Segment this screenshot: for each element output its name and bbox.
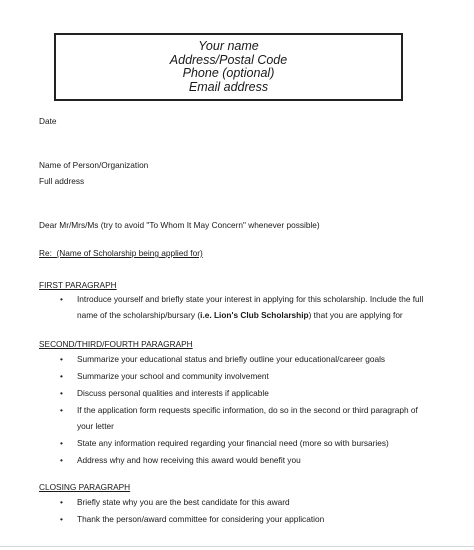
date-line: Date <box>39 116 57 126</box>
second-paragraph-heading: SECOND/THIRD/FOURTH PARAGRAPH <box>39 339 193 349</box>
closing-paragraph-heading: CLOSING PARAGRAPH <box>39 482 131 492</box>
bullet-icon: • <box>60 405 63 415</box>
bullet-icon: • <box>60 497 63 507</box>
recipient-name: Name of Person/Organization <box>39 160 149 170</box>
list-item: Summarize your educational status and briefly outline your educational/career goals <box>77 354 386 364</box>
bullet-icon: • <box>60 354 63 364</box>
first-paragraph-heading: FIRST PARAGRAPH <box>39 280 117 290</box>
sender-phone: Phone (optional) <box>182 66 275 80</box>
bullet-icon: • <box>60 371 63 381</box>
re-text: (Name of Scholarship being applied for) <box>56 248 203 258</box>
list-item: Address why and how receiving this award would benefit you <box>77 455 301 465</box>
bullet-icon: • <box>60 438 63 448</box>
list-item: Thank the person/award committee for considering your application <box>77 514 325 524</box>
list-item: Briefly state why you are the best candidate for this award <box>77 497 290 507</box>
list-item: Summarize your school and community involvement <box>77 371 269 381</box>
re-label: Re: <box>39 248 52 258</box>
list-item: If the application form requests specific information, do so in the second or third paragraph of <box>77 405 418 415</box>
sender-info-box <box>54 33 403 101</box>
bullet-icon: • <box>60 455 63 465</box>
first-bullet-line1: Introduce yourself and briefly state your interest in applying for this scholarship. Include the full <box>77 294 424 304</box>
first-bullet-line2 <box>77 307 403 323</box>
first-bullet-line2-pre: name of the scholarship/bursary ( <box>77 310 201 320</box>
first-bullet-line2-post: ) that you are applying for <box>308 310 403 320</box>
list-item: Discuss personal qualities and interests if applicable <box>77 388 269 398</box>
scholarship-example: i.e. Lion's Club Scholarship <box>200 310 309 320</box>
bullet-icon: • <box>60 388 63 398</box>
recipient-address: Full address <box>39 176 85 186</box>
list-item: State any information required regarding your financial need (more so with bursaries) <box>77 438 389 448</box>
salutation: Dear Mr/Mrs/Ms (try to avoid "To Whom It May Concern" whenever possible) <box>39 220 320 230</box>
page-bottom-divider <box>0 546 474 547</box>
bullet-icon: • <box>60 514 63 524</box>
sender-address: Address/Postal Code <box>169 52 288 67</box>
sender-email: Email address <box>188 79 269 94</box>
list-item-continuation: your letter <box>77 421 114 431</box>
sender-name: Your name <box>198 39 259 53</box>
re-line <box>39 248 203 258</box>
bullet-icon: • <box>60 294 63 304</box>
